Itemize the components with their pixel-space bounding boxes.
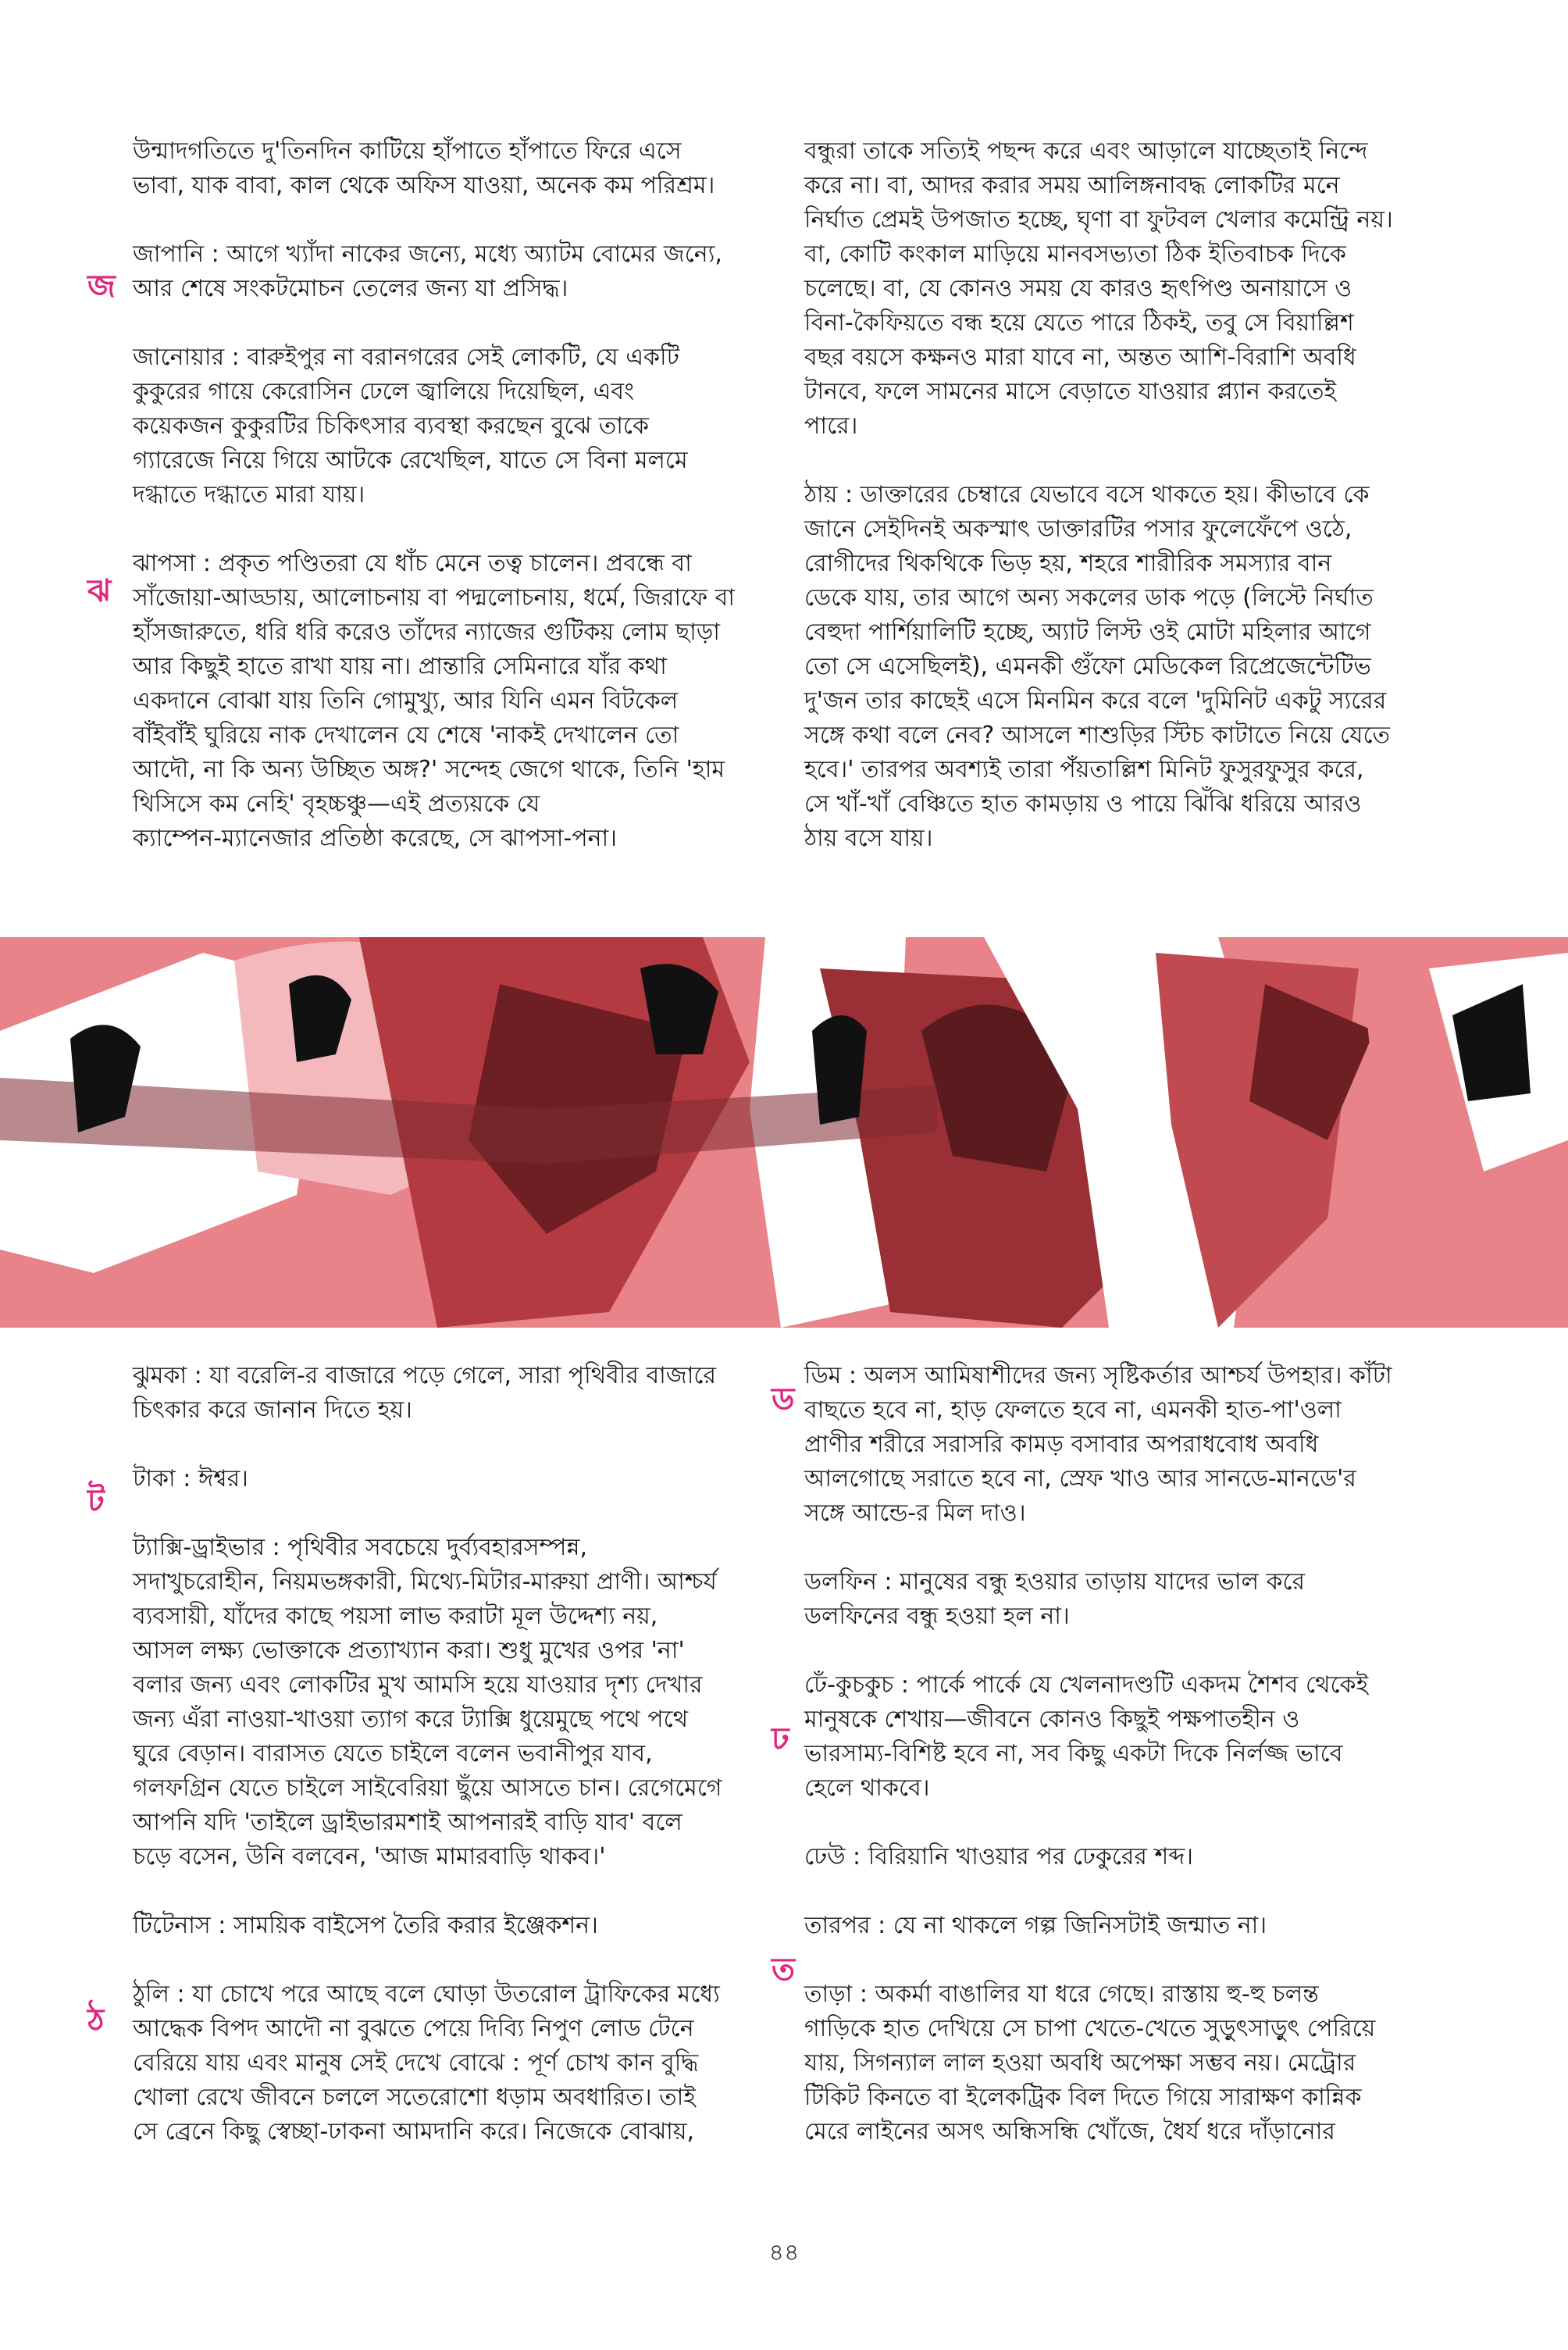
section-marker-do: ড (772, 1382, 795, 1417)
column-top-left (133, 134, 789, 890)
column-bottom-left (133, 1359, 789, 2184)
entry-thuli: ঠুলি : যা চোখে পরে আছে বলে ঘোড়া উতরোল ট্রাফিকের মধ্যে আদ্ধেক বিপদ আদৌ না বুঝতে পেয়ে দিব্যি নিপুণ লোড টেনে বেরিয়ে যায় এবং মানুষ সেই দেখে বোঝে : পূর্ণ চোখ কান বুদ্ধি খোলা রেখে জীবনে চললে সতেরোশো ধড়াম অবধারিত। তাই সে ব্রেনে কিছু স্বেচ্ছা-ঢাকনা আমদানি করে। নিজেকে বোঝায়, (133, 1981, 720, 2145)
paragraph: বন্ধুরা তাকে সত্যিই পছন্দ করে এবং আড়ালে যাচ্ছেতাই নিন্দে করে না। বা, আদর করার সময় আলিঙ্গনাবদ্ধ লোকটির মনে নির্ঘাত প্রেমই উপজাত হচ্ছে, ঘৃণা বা ফুটবল খেলার কমেন্ট্রি নয়। বা, কোটি কংকাল মাড়িয়ে মানবসভ্যতা ঠিক ইতিবাচক দিকে চলেছে। বা, যে কোনও সময় যে কারও হৃৎপিণ্ড অনায়াসে ও বিনা-কৈফিয়তে বন্ধ হয়ে যেতে পারে ঠিকই, তবু সে বিয়াল্লিশ বছর বয়সে কক্ষনও মারা যাবে না, অন্তত আশি-বিরাশি অবধি টানবে, ফলে সামনের মাসে বেড়াতে যাওয়ার প্ল্যান করতেই পারে। (804, 137, 1393, 440)
entry-dheu: ঢেউ : বিরিয়ানি খাওয়ার পর ঢেকুরের শব্দ। (804, 1843, 1194, 1870)
entry-dhe-kuchkuch: ঢেঁ-কুচকুচ : পার্কে পার্কে যে খেলনাদণ্ডটি একদম শৈশব থেকেই মানুষকে শেখায়—জীবনে কোনও কিছুই পক্ষপাতহীন ও ভারসাম্য-বিশিষ্ট হবে না, সব কিছু একটা দিকে নির্লজ্জ ভাবে হেলে থাকবে। (804, 1671, 1369, 1802)
entry-tetanus: টিটেনাস : সাময়িক বাইসেপ তৈরি করার ইঞ্জেকশন। (133, 1912, 598, 1939)
entry-tara: তাড়া : অকর্মা বাঙালির যা ধরে গেছে। রাস্তায় হু-হু চলন্ত গাড়িকে হাত দেখিয়ে সে চাপা খেতে-খেতে সুড়ুৎসাড়ুৎ পেরিয়ে যায়, সিগন্যাল লাল হওয়া অবধি অপেক্ষা সম্ভব নয়। মেট্রোর টিকিট কিনতে বা ইলেকট্রিক বিল দিতে গিয়ে সারাক্ষণ কান্নিক মেরে লাইনের অসৎ অন্ধিসন্ধি খোঁজে, ধৈর্য ধরে দাঁড়ানোর (804, 1981, 1376, 2145)
section-marker-to: ট (87, 1483, 105, 1519)
paragraph: উন্মাদগতিতে দু'তিনদিন কাটিয়ে হাঁপাতে হাঁপাতে ফিরে এসে ভাবা, যাক বাবা, কাল থেকে অফিস যাওয়া, অনেক কম পরিশ্রম। (133, 137, 715, 199)
section-marker-jo: জ (87, 269, 116, 305)
decorative-artwork (0, 937, 1568, 1328)
column-bottom-right (804, 1359, 1476, 2184)
section-marker-tho: ঠ (87, 2002, 105, 2038)
entry-janoyar: জানোয়ার : বারুইপুর না বরানগরের সেই লোকটি, যে একটি কুকুরের গায়ে কেরোসিন ঢেলে জ্বালিয়ে দিয়েছিল, এবং কয়েকজন কুকুরটির চিকিৎসার ব্যবস্থা করছেন বুঝে তাকে গ্যারেজে নিয়ে গিয়ে আটকে রেখেছিল, যাতে সে বিনা মলমে দগ্ধাতে দগ্ধাতে মারা যায়। (133, 344, 688, 508)
entry-tarpor: তারপর : যে না থাকলে গল্প জিনিসটাই জন্মাত না। (804, 1912, 1267, 1939)
section-marker-dho: ঢ (772, 1721, 789, 1757)
entry-taka: টাকা : ঈশ্বর। (133, 1465, 248, 1492)
entry-jhumka: ঝুমকা : যা বরেলি-র বাজারে পড়ে গেলে, সারা পৃথিবীর বাজারে চিৎকার করে জানান দিতে হয়। (133, 1362, 716, 1424)
section-marker-ta: ত (772, 1952, 796, 1988)
entry-thay: ঠায় : ডাক্তারের চেম্বারে যেভাবে বসে থাকতে হয়। কীভাবে কে জানে সেইদিনই অকস্মাৎ ডাক্তারটির পসার ফুলেফেঁপে ওঠে, রোগীদের থিকথিকে ভিড় হয়, শহরে শারীরিক সমস্যার বান ডেকে যায়, তার আগে অন্য সকলের ডাক পড়ে (লিস্টে নির্ঘাত বেহুদা পার্শিয়ালিটি হচ্ছে, অ্যাট লিস্ট ওই মোটা মহিলার আগে তো সে এসেছিলই), এমনকী গুঁফো মেডিকেল রিপ্রেজেন্টেটিভ দু'জন তার কাছেই এসে মিনমিন করে বলে 'দুমিনিট একটু স্যরের সঙ্গে কথা বলে নেব? আসলে শাশুড়ির স্টিচ কাটাতে নিয়ে যেতে হবে।' তারপর অবশ্যই তারা পঁয়তাল্লিশ মিনিট ফুসুরফুসুর করে, সে খাঁ-খাঁ বেঞ্চিতে হাত কামড়ায় ও পায়ে ঝিঁঝি ধরিয়ে আরও ঠায় বসে যায়। (804, 481, 1391, 852)
column-top-right (804, 134, 1476, 890)
entry-dim: ডিম : অলস আমিষাশীদের জন্য সৃষ্টিকর্তার আশ্চর্য উপহার। কাঁটা বাছতে হবে না, হাড় ফেলতে হবে না, এমনকী হাত-পা'ওলা প্রাণীর শরীরে সরাসরি কামড় বসাবার অপরাধবোধ অবধি আলগোছে সরাতে হবে না, স্রেফ খাও আর সানডে-মানডে'র সঙ্গে আন্ডে-র মিল দাও। (804, 1362, 1392, 1527)
page-number: ৪৪ (768, 2239, 800, 2266)
entry-japani: জাপানি : আগে খ্যাঁদা নাকের জন্যে, মধ্যে অ্যাটম বোমের জন্যে, আর শেষে সংকটমোচন তেলের জন্য যা প্রসিদ্ধ। (133, 241, 722, 302)
entry-dolphin: ডলফিন : মানুষের বন্ধু হওয়ার তাড়ায় যাদের ভাল করে ডলফিনের বন্ধু হওয়া হল না। (804, 1568, 1306, 1630)
entry-taxi-driver: ট্যাক্সি-ড্রাইভার : পৃথিবীর সবচেয়ে দুর্ব্যবহারসম্পন্ন, সদাখুচরোহীন, নিয়মভঙ্গকারী, মিথ্যে-মিটার-মারুয়া প্রাণী। আশ্চর্য ব্যবসায়ী, যাঁদের কাছে পয়সা লাভ করাটা মূল উদ্দেশ্য নয়, আসল লক্ষ্য ভোক্তাকে প্রত্যাখ্যান করা। শুধু মুখের ওপর 'না' বলার জন্য এবং লোকটির মুখ আমসি হয়ে যাওয়ার দৃশ্য দেখার জন্য এঁরা নাওয়া-খাওয়া ত্যাগ করে ট্যাক্সি ধুয়েমুছে পথে পথে ঘুরে বেড়ান। বারাসত যেতে চাইলে বলেন ভবানীপুর যাব, গলফগ্রিন যেতে চাইলে সাইবেরিয়া ছুঁয়ে আসতে চান। রেগেমেগে আপনি যদি 'তাইলে ড্রাইভারমশাই আপনারই বাড়ি যাব' বলে চড়ে বসেন, উনি বলবেন, 'আজ মামারবাড়ি থাকব।' (133, 1534, 722, 1870)
section-marker-jho: ঝ (87, 573, 112, 609)
entry-jhapsa: ঝাপসা : প্রকৃত পণ্ডিতরা যে ধাঁচ মেনে তত্ব চালেন। প্রবন্ধে বা সাঁজোয়া-আড্ডায়, আলোচনায় বা পদ্মলোচনায়, ধর্মে, জিরাফে বা হাঁসজারুতে, ধরি ধরি করেও তাঁদের ন্যাজের গুটিকয় লোম ছাড়া আর কিছুই হাতে রাখা যায় না। প্রান্তারি সেমিনারে যাঁর কথা একদানে বোঝা যায় তিনি গোমুখ্যু, আর যিনি এমন বিটকেল বাঁইবাঁই ঘুরিয়ে নাক দেখালেন যে শেষে 'নাকই দেখালেন তো আদৌ, না কি অন্য উচ্ছিত অঙ্গ?' সন্দেহ জেগে থাকে, তিনি 'হাম থিসিসে কম নেহি' বৃহচ্চঞ্চু—এই প্রত্যয়কে যে ক্যাম্পেন-ম্যানেজার প্রতিষ্ঠা করেছে, সে ঝাপসা-পনা। (133, 550, 736, 852)
